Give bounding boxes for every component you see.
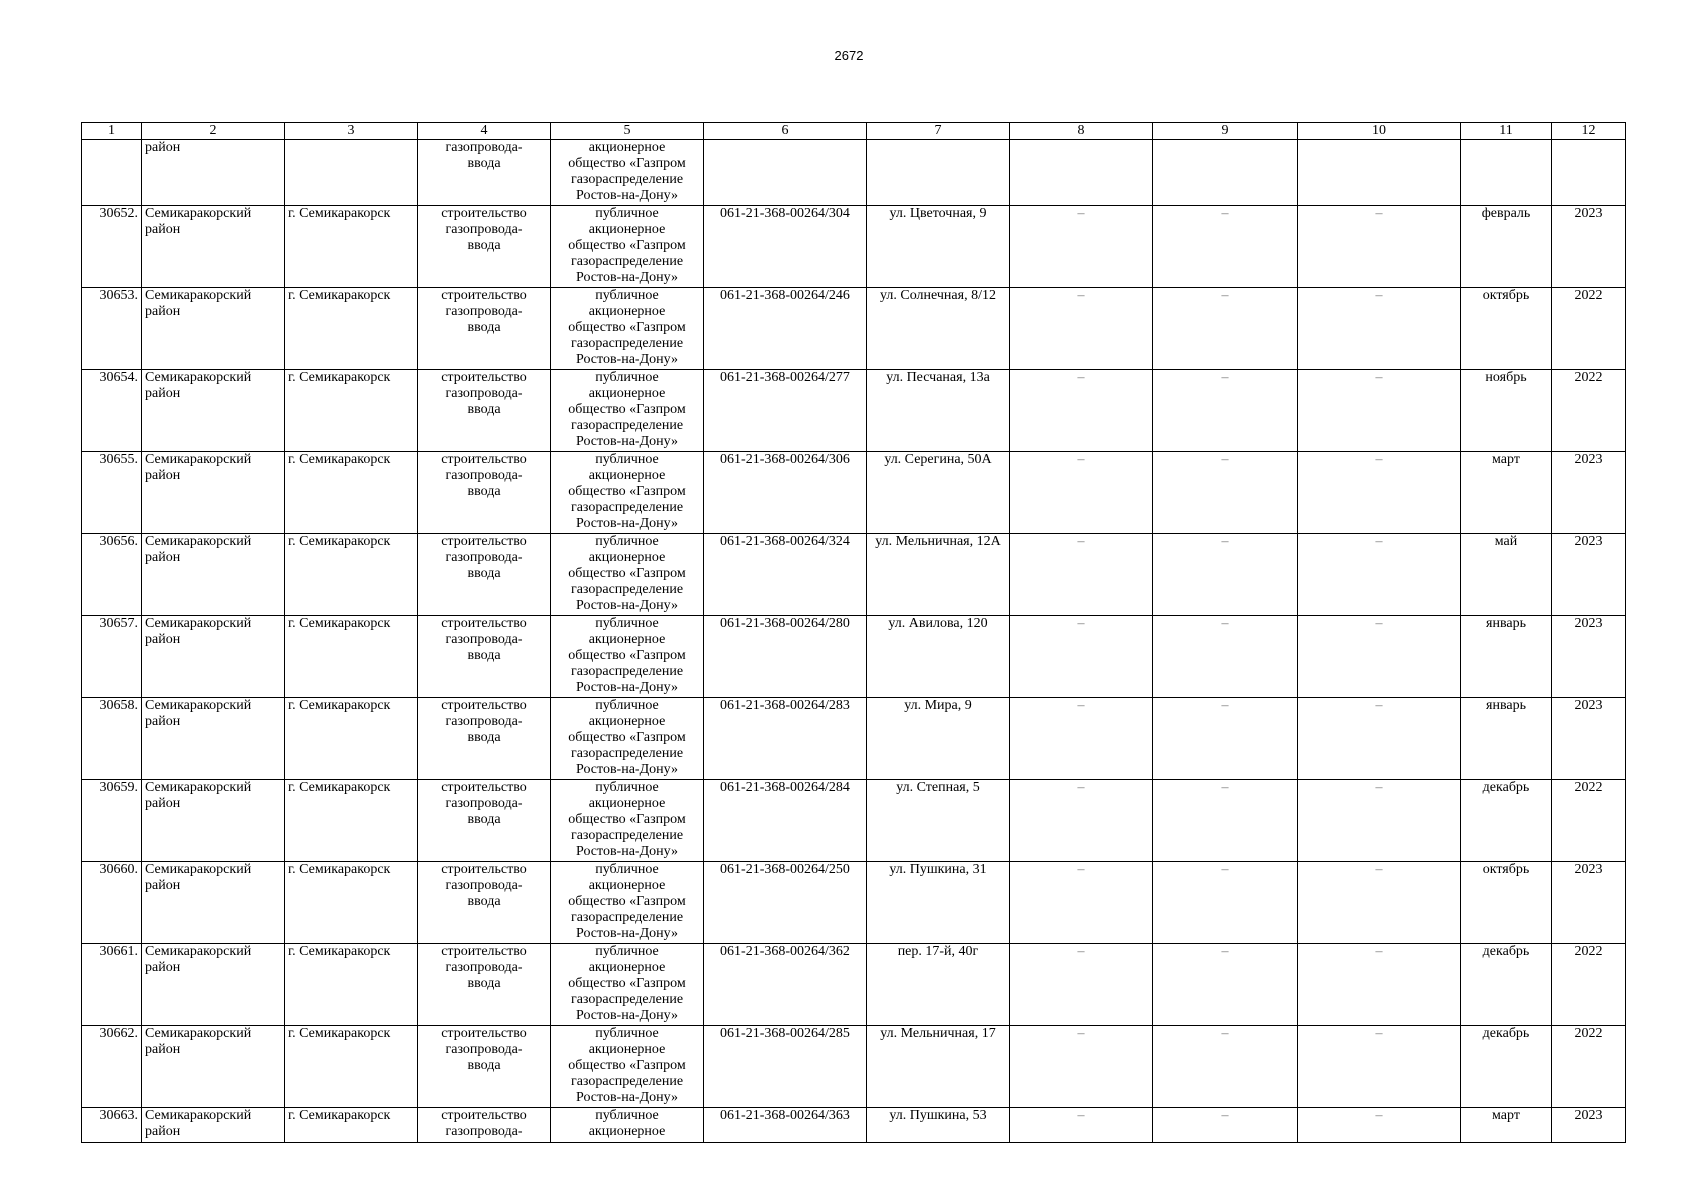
cell-address: пер. 17-й, 40г — [867, 944, 1010, 1026]
cell-col-10: – — [1298, 862, 1461, 944]
cell-work-type: газопровода- ввода — [418, 140, 551, 206]
cell-locality: г. Семикаракорск — [285, 288, 418, 370]
cell-district: Семикаракорский район — [142, 616, 285, 698]
cell-month: январь — [1461, 698, 1552, 780]
cell-work-type: строительство газопровода- — [418, 1108, 551, 1143]
table-body — [82, 140, 1626, 1143]
cell-code: 061-21-368-00264/284 — [704, 780, 867, 862]
table-row — [82, 780, 1626, 862]
cell-col-8: – — [1010, 370, 1153, 452]
cell-col-9: – — [1153, 862, 1298, 944]
cell-col-8: – — [1010, 1026, 1153, 1108]
cell-number: 30653. — [82, 288, 142, 370]
cell-operator: публичное акционерное общество «Газпром газораспределение Ростов-на-Дону» — [551, 944, 704, 1026]
cell-col-9: – — [1153, 1026, 1298, 1108]
cell-work-type: строительство газопровода- ввода — [418, 944, 551, 1026]
column-header: 12 — [1552, 123, 1626, 140]
cell-col-9: – — [1153, 206, 1298, 288]
cell-col-9: – — [1153, 698, 1298, 780]
cell-col-10: – — [1298, 1026, 1461, 1108]
column-header: 11 — [1461, 123, 1552, 140]
cell-month: октябрь — [1461, 288, 1552, 370]
table-row — [82, 616, 1626, 698]
cell-year: 2023 — [1552, 452, 1626, 534]
cell-work-type: строительство газопровода- ввода — [418, 288, 551, 370]
cell-code: 061-21-368-00264/277 — [704, 370, 867, 452]
table-row — [82, 1026, 1626, 1108]
cell-col-8: – — [1010, 862, 1153, 944]
cell-address: ул. Пушкина, 31 — [867, 862, 1010, 944]
cell-operator: публичное акционерное общество «Газпром газораспределение Ростов-на-Дону» — [551, 780, 704, 862]
cell-locality: г. Семикаракорск — [285, 616, 418, 698]
cell-code: 061-21-368-00264/280 — [704, 616, 867, 698]
cell-district: Семикаракорский район — [142, 1108, 285, 1143]
column-header: 6 — [704, 123, 867, 140]
cell-district: Семикаракорский район — [142, 534, 285, 616]
cell-code: 061-21-368-00264/250 — [704, 862, 867, 944]
cell-locality: г. Семикаракорск — [285, 534, 418, 616]
table-row — [82, 862, 1626, 944]
cell-operator: публичное акционерное общество «Газпром газораспределение Ростов-на-Дону» — [551, 288, 704, 370]
cell-col-8: – — [1010, 1108, 1153, 1143]
cell-number: 30657. — [82, 616, 142, 698]
cell-operator: публичное акционерное общество «Газпром газораспределение Ростов-на-Дону» — [551, 698, 704, 780]
cell-col-10: – — [1298, 698, 1461, 780]
cell-year: 2023 — [1552, 616, 1626, 698]
cell-month: декабрь — [1461, 944, 1552, 1026]
cell-year: 2022 — [1552, 1026, 1626, 1108]
cell-locality: г. Семикаракорск — [285, 1026, 418, 1108]
cell-operator: публичное акционерное — [551, 1108, 704, 1143]
cell-operator: публичное акционерное общество «Газпром газораспределение Ростов-на-Дону» — [551, 206, 704, 288]
cell-number: 30656. — [82, 534, 142, 616]
cell-col-8: – — [1010, 288, 1153, 370]
cell-year: 2022 — [1552, 944, 1626, 1026]
cell-work-type: строительство газопровода- ввода — [418, 534, 551, 616]
cell-locality: г. Семикаракорск — [285, 452, 418, 534]
column-header: 8 — [1010, 123, 1153, 140]
cell-month: октябрь — [1461, 862, 1552, 944]
cell-month — [1461, 140, 1552, 206]
cell-locality: г. Семикаракорск — [285, 370, 418, 452]
cell-col-10: – — [1298, 452, 1461, 534]
cell-number: 30661. — [82, 944, 142, 1026]
table-row — [82, 1108, 1626, 1143]
cell-work-type: строительство газопровода- ввода — [418, 698, 551, 780]
cell-district: Семикаракорский район — [142, 452, 285, 534]
cell-number: 30654. — [82, 370, 142, 452]
cell-address: ул. Мельничная, 17 — [867, 1026, 1010, 1108]
cell-work-type: строительство газопровода- ввода — [418, 206, 551, 288]
cell-address: ул. Солнечная, 8/12 — [867, 288, 1010, 370]
cell-col-10: – — [1298, 616, 1461, 698]
cell-operator: публичное акционерное общество «Газпром газораспределение Ростов-на-Дону» — [551, 534, 704, 616]
cell-number: 30662. — [82, 1026, 142, 1108]
cell-district: Семикаракорский район — [142, 780, 285, 862]
cell-year: 2023 — [1552, 534, 1626, 616]
cell-code: 061-21-368-00264/324 — [704, 534, 867, 616]
column-header: 10 — [1298, 123, 1461, 140]
cell-address: ул. Песчаная, 13а — [867, 370, 1010, 452]
cell-number: 30655. — [82, 452, 142, 534]
cell-address: ул. Мира, 9 — [867, 698, 1010, 780]
cell-number: 30658. — [82, 698, 142, 780]
cell-address: ул. Цветочная, 9 — [867, 206, 1010, 288]
cell-work-type: строительство газопровода- ввода — [418, 370, 551, 452]
cell-district: Семикаракорский район — [142, 206, 285, 288]
cell-col-10: – — [1298, 944, 1461, 1026]
cell-locality: г. Семикаракорск — [285, 1108, 418, 1143]
cell-col-9: – — [1153, 1108, 1298, 1143]
cell-col-10: – — [1298, 370, 1461, 452]
cell-col-9: – — [1153, 370, 1298, 452]
cell-col-9: – — [1153, 616, 1298, 698]
cell-col-8: – — [1010, 452, 1153, 534]
cell-operator: публичное акционерное общество «Газпром газораспределение Ростов-на-Дону» — [551, 452, 704, 534]
column-header: 1 — [82, 123, 142, 140]
table-row — [82, 452, 1626, 534]
cell-col-9: – — [1153, 944, 1298, 1026]
cell-work-type: строительство газопровода- ввода — [418, 780, 551, 862]
cell-col-8: – — [1010, 206, 1153, 288]
cell-col-8: – — [1010, 780, 1153, 862]
cell-district: Семикаракорский район — [142, 1026, 285, 1108]
table-row — [82, 944, 1626, 1026]
cell-code: 061-21-368-00264/306 — [704, 452, 867, 534]
cell-month: декабрь — [1461, 780, 1552, 862]
cell-district: Семикаракорский район — [142, 862, 285, 944]
cell-year: 2023 — [1552, 862, 1626, 944]
cell-address: ул. Авилова, 120 — [867, 616, 1010, 698]
cell-code: 061-21-368-00264/246 — [704, 288, 867, 370]
cell-code — [704, 140, 867, 206]
cell-district: Семикаракорский район — [142, 698, 285, 780]
cell-locality: г. Семикаракорск — [285, 780, 418, 862]
cell-year: 2023 — [1552, 206, 1626, 288]
registry-table — [81, 122, 1626, 1143]
cell-month: май — [1461, 534, 1552, 616]
cell-col-9 — [1153, 140, 1298, 206]
cell-work-type: строительство газопровода- ввода — [418, 1026, 551, 1108]
table-row — [82, 288, 1626, 370]
cell-col-8: – — [1010, 944, 1153, 1026]
cell-code: 061-21-368-00264/304 — [704, 206, 867, 288]
table-row — [82, 206, 1626, 288]
cell-col-8: – — [1010, 616, 1153, 698]
cell-address: ул. Степная, 5 — [867, 780, 1010, 862]
cell-year: 2023 — [1552, 1108, 1626, 1143]
cell-number: 30663. — [82, 1108, 142, 1143]
cell-locality: г. Семикаракорск — [285, 944, 418, 1026]
cell-col-9: – — [1153, 452, 1298, 534]
cell-district: Семикаракорский район — [142, 370, 285, 452]
cell-number: 30659. — [82, 780, 142, 862]
cell-locality: г. Семикаракорск — [285, 862, 418, 944]
cell-month: февраль — [1461, 206, 1552, 288]
page-number: 2672 — [834, 48, 864, 63]
cell-district: Семикаракорский район — [142, 288, 285, 370]
table-row — [82, 534, 1626, 616]
cell-col-8: – — [1010, 534, 1153, 616]
column-header: 2 — [142, 123, 285, 140]
cell-locality: г. Семикаракорск — [285, 206, 418, 288]
table-row — [82, 698, 1626, 780]
cell-number: 30652. — [82, 206, 142, 288]
table-row-continuation — [82, 140, 1626, 206]
cell-operator: публичное акционерное общество «Газпром газораспределение Ростов-на-Дону» — [551, 862, 704, 944]
cell-col-10: – — [1298, 1108, 1461, 1143]
cell-address: ул. Серегина, 50А — [867, 452, 1010, 534]
cell-col-9: – — [1153, 534, 1298, 616]
cell-number: 30660. — [82, 862, 142, 944]
cell-year: 2022 — [1552, 370, 1626, 452]
header-row — [82, 123, 1626, 140]
cell-operator: публичное акционерное общество «Газпром газораспределение Ростов-на-Дону» — [551, 616, 704, 698]
cell-year: 2022 — [1552, 780, 1626, 862]
cell-locality: г. Семикаракорск — [285, 698, 418, 780]
column-header: 3 — [285, 123, 418, 140]
cell-work-type: строительство газопровода- ввода — [418, 616, 551, 698]
cell-col-9: – — [1153, 288, 1298, 370]
table-row — [82, 370, 1626, 452]
cell-address — [867, 140, 1010, 206]
cell-month: март — [1461, 452, 1552, 534]
cell-code: 061-21-368-00264/362 — [704, 944, 867, 1026]
cell-col-10: – — [1298, 206, 1461, 288]
cell-work-type: строительство газопровода- ввода — [418, 862, 551, 944]
column-header: 9 — [1153, 123, 1298, 140]
cell-col-9: – — [1153, 780, 1298, 862]
cell-col-10 — [1298, 140, 1461, 206]
cell-address: ул. Пушкина, 53 — [867, 1108, 1010, 1143]
cell-work-type: строительство газопровода- ввода — [418, 452, 551, 534]
cell-district: район — [142, 140, 285, 206]
cell-col-10: – — [1298, 288, 1461, 370]
column-header: 5 — [551, 123, 704, 140]
cell-code: 061-21-368-00264/283 — [704, 698, 867, 780]
cell-col-10: – — [1298, 780, 1461, 862]
cell-number — [82, 140, 142, 206]
column-header: 7 — [867, 123, 1010, 140]
cell-locality — [285, 140, 418, 206]
cell-col-10: – — [1298, 534, 1461, 616]
cell-month: декабрь — [1461, 1026, 1552, 1108]
cell-month: март — [1461, 1108, 1552, 1143]
cell-operator: акционерное общество «Газпром газораспределение Ростов-на-Дону» — [551, 140, 704, 206]
cell-month: январь — [1461, 616, 1552, 698]
cell-month: ноябрь — [1461, 370, 1552, 452]
cell-year: 2023 — [1552, 698, 1626, 780]
cell-operator: публичное акционерное общество «Газпром газораспределение Ростов-на-Дону» — [551, 1026, 704, 1108]
column-header: 4 — [418, 123, 551, 140]
cell-col-8 — [1010, 140, 1153, 206]
cell-district: Семикаракорский район — [142, 944, 285, 1026]
cell-year — [1552, 140, 1626, 206]
cell-code: 061-21-368-00264/363 — [704, 1108, 867, 1143]
cell-operator: публичное акционерное общество «Газпром газораспределение Ростов-на-Дону» — [551, 370, 704, 452]
cell-col-8: – — [1010, 698, 1153, 780]
cell-year: 2022 — [1552, 288, 1626, 370]
cell-address: ул. Мельничная, 12А — [867, 534, 1010, 616]
cell-code: 061-21-368-00264/285 — [704, 1026, 867, 1108]
